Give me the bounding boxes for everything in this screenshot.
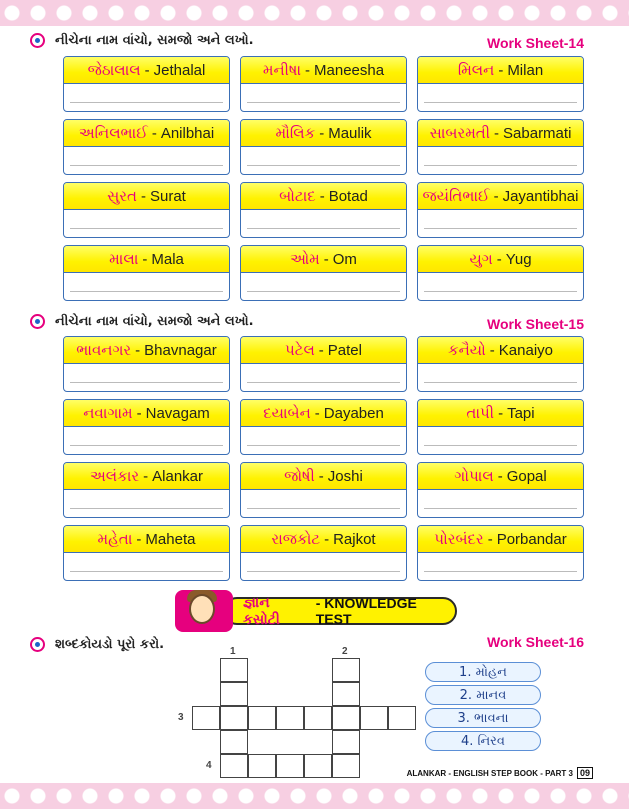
name-strip: [418, 183, 583, 210]
name-gujarati: જયંતિભાઈ: [422, 187, 490, 205]
name-gujarati: ઓમ: [290, 250, 320, 268]
writing-line[interactable]: [247, 291, 400, 292]
separator-dash: -: [144, 61, 150, 79]
clue-1: 1. મોહન: [425, 662, 541, 682]
separator-dash: -: [143, 467, 149, 485]
separator-dash: -: [136, 530, 142, 548]
name-cell: [240, 119, 407, 175]
separator-dash: -: [151, 124, 157, 142]
name-english: Yug: [505, 250, 532, 268]
name-gujarati: દયાબેન: [263, 404, 311, 422]
clue-4: 4. નિરવ: [425, 731, 541, 751]
writing-line[interactable]: [247, 571, 400, 572]
name-gujarati: મૌલિક: [275, 124, 316, 142]
name-cell: [240, 245, 407, 301]
writing-line[interactable]: [424, 508, 577, 509]
separator-dash: -: [314, 404, 320, 422]
ws14-grid: [63, 56, 584, 301]
ws15-instruction: [30, 314, 254, 329]
name-cell: [63, 182, 230, 238]
name-gujarati: જોષી: [284, 467, 315, 485]
name-english: Kanaiyo: [498, 341, 554, 359]
name-cell: [240, 336, 407, 392]
separator-dash: -: [323, 250, 329, 268]
name-english: Maheta: [145, 530, 196, 548]
writing-line[interactable]: [70, 102, 223, 103]
name-gujarati: અનિલભાઈ: [78, 124, 148, 142]
name-english: Maneesha: [314, 61, 385, 79]
name-gujarati: નવાગામ: [83, 404, 133, 422]
name-strip: [241, 183, 406, 210]
ws14-instruction: [30, 33, 254, 48]
name-cell: [63, 399, 230, 455]
name-strip: [64, 246, 229, 273]
name-english: Tapi: [507, 404, 535, 422]
name-strip: [418, 120, 583, 147]
crossword-square[interactable]: [248, 706, 276, 730]
name-gujarati: મહેતા: [97, 530, 133, 548]
name-cell: [63, 336, 230, 392]
crossword-square[interactable]: [220, 658, 248, 682]
name-english: Sabarmati: [503, 124, 572, 142]
writing-line[interactable]: [70, 291, 223, 292]
name-cell: [417, 462, 584, 518]
name-gujarati: સાબરમતી: [429, 124, 491, 142]
footer: [407, 767, 593, 779]
separator-dash: -: [319, 124, 325, 142]
name-english: Navagam: [145, 404, 210, 422]
crossword-square[interactable]: [220, 706, 248, 730]
name-strip: [64, 463, 229, 490]
name-gujarati: ભાવનગર: [76, 341, 132, 359]
crossword-square[interactable]: [332, 754, 360, 778]
name-english: Patel: [327, 341, 362, 359]
separator-dash: -: [305, 61, 311, 79]
name-strip: [64, 337, 229, 364]
name-cell: [63, 462, 230, 518]
ws16-label: Work Sheet-16: [487, 634, 584, 650]
name-cell: [240, 56, 407, 112]
crossword-square[interactable]: [220, 754, 248, 778]
name-cell: [417, 336, 584, 392]
crossword-square[interactable]: [220, 682, 248, 706]
name-strip: [241, 120, 406, 147]
name-cell: [417, 399, 584, 455]
name-english: Porbandar: [496, 530, 567, 548]
name-gujarati: તાપી: [466, 404, 495, 422]
crossword-number-1: 1: [230, 646, 236, 657]
student-illustration-icon: [175, 590, 233, 632]
name-gujarati: મિલન: [457, 61, 495, 79]
crossword-square[interactable]: [220, 730, 248, 754]
name-cell: [417, 56, 584, 112]
writing-line[interactable]: [247, 445, 400, 446]
name-gujarati: પોરબંદર: [434, 530, 484, 548]
name-cell: [63, 56, 230, 112]
crossword-square[interactable]: [360, 706, 388, 730]
crossword-square[interactable]: [276, 706, 304, 730]
name-english: Surat: [150, 187, 186, 205]
writing-line[interactable]: [70, 382, 223, 383]
page-number: 09: [577, 767, 593, 779]
name-cell: [240, 182, 407, 238]
name-strip: [241, 57, 406, 84]
separator-dash: -: [487, 530, 493, 548]
ws14-instruction-text: નીચેના નામ વાંચો, સમજો અને લખો.: [55, 33, 254, 48]
top-decorative-band: [0, 0, 629, 26]
writing-line[interactable]: [424, 228, 577, 229]
writing-line[interactable]: [424, 165, 577, 166]
writing-line[interactable]: [424, 571, 577, 572]
name-english: Jayantibhai: [502, 187, 579, 205]
separator-dash: -: [498, 404, 504, 422]
name-cell: [417, 119, 584, 175]
name-cell: [63, 119, 230, 175]
name-strip: [64, 400, 229, 427]
name-gujarati: બોટાદ: [279, 187, 316, 205]
name-cell: [417, 245, 584, 301]
name-english: Rajkot: [333, 530, 376, 548]
separator-dash: -: [493, 187, 499, 205]
knowledge-test-banner: [175, 590, 457, 632]
writing-line[interactable]: [424, 102, 577, 103]
separator-dash: -: [318, 341, 324, 359]
name-cell: [240, 462, 407, 518]
crossword-square[interactable]: [332, 730, 360, 754]
knowledge-test-pill: [223, 594, 457, 627]
writing-line[interactable]: [70, 508, 223, 509]
crossword-square[interactable]: [332, 706, 360, 730]
name-strip: [418, 463, 583, 490]
name-english: Bhavnagar: [144, 341, 217, 359]
footer-text: ALANKAR - ENGLISH STEP BOOK - PART 3: [406, 768, 573, 778]
knowledge-test-en: - KNOWLEDGE TEST: [315, 595, 417, 627]
name-cell: [417, 525, 584, 581]
ws16-instruction-text: શબ્દકોયડો પૂરો કરો.: [55, 637, 165, 652]
name-gujarati: ગોપાલ: [454, 467, 494, 485]
name-cell: [63, 525, 230, 581]
name-english: Milan: [507, 61, 544, 79]
writing-line[interactable]: [247, 102, 400, 103]
crossword-square[interactable]: [332, 658, 360, 682]
name-strip: [241, 246, 406, 273]
clue-3: 3. ભાવના: [425, 708, 541, 728]
writing-line[interactable]: [424, 445, 577, 446]
name-strip: [64, 57, 229, 84]
name-strip: [241, 337, 406, 364]
knowledge-test-gu: જ્ઞાન કસોટી: [243, 594, 280, 627]
name-cell: [240, 525, 407, 581]
separator-dash: -: [497, 467, 503, 485]
name-cell: [63, 245, 230, 301]
name-strip: [241, 400, 406, 427]
separator-dash: -: [142, 250, 148, 268]
name-gujarati: જેઠાલાલ: [87, 61, 141, 79]
writing-line[interactable]: [70, 571, 223, 572]
name-english: Mala: [151, 250, 184, 268]
separator-dash: -: [135, 341, 141, 359]
separator-dash: -: [498, 61, 504, 79]
bottom-decorative-band: [0, 783, 629, 809]
bullet-icon: [30, 33, 45, 48]
name-english: Maulik: [328, 124, 372, 142]
crossword-number-3: 3: [178, 712, 184, 723]
separator-dash: -: [136, 404, 142, 422]
separator-dash: -: [318, 467, 324, 485]
name-strip: [418, 57, 583, 84]
name-gujarati: પટેલ: [284, 341, 315, 359]
separator-dash: -: [496, 250, 502, 268]
name-gujarati: અલંકાર: [89, 467, 140, 485]
separator-dash: -: [324, 530, 330, 548]
separator-dash: -: [141, 187, 146, 205]
writing-line[interactable]: [247, 165, 400, 166]
writing-line[interactable]: [70, 228, 223, 229]
ws15-label: Work Sheet-15: [487, 316, 584, 332]
writing-line[interactable]: [247, 508, 400, 509]
name-strip: [418, 337, 583, 364]
ws16-instruction: [30, 637, 164, 652]
name-gujarati: કનૈયો: [447, 341, 486, 359]
name-english: Om: [332, 250, 357, 268]
name-strip: [241, 463, 406, 490]
face-icon: [189, 594, 215, 624]
writing-line[interactable]: [70, 445, 223, 446]
name-gujarati: રાજકોટ: [271, 530, 321, 548]
name-strip: [241, 526, 406, 553]
name-english: Anilbhai: [160, 124, 215, 142]
name-english: Dayaben: [323, 404, 384, 422]
crossword-square[interactable]: [192, 706, 220, 730]
crossword-square[interactable]: [248, 754, 276, 778]
bullet-icon: [30, 314, 45, 329]
name-strip: [418, 400, 583, 427]
crossword-square[interactable]: [332, 682, 360, 706]
crossword-number-4: 4: [206, 760, 212, 771]
name-english: Alankar: [152, 467, 204, 485]
ws14-label: Work Sheet-14: [487, 35, 584, 51]
separator-dash: -: [319, 187, 325, 205]
name-english: Joshi: [327, 467, 363, 485]
writing-line[interactable]: [247, 382, 400, 383]
name-strip: [64, 526, 229, 553]
clue-2: 2. માનવ: [425, 685, 541, 705]
crossword-square[interactable]: [276, 754, 304, 778]
ws15-instruction-text: નીચેના નામ વાંચો, સમજો અને લખો.: [55, 314, 254, 329]
writing-line[interactable]: [424, 382, 577, 383]
name-strip: [64, 120, 229, 147]
name-strip: [64, 183, 229, 210]
name-gujarati: માલા: [109, 250, 139, 268]
name-strip: [418, 526, 583, 553]
name-gujarati: સુરત: [107, 187, 137, 205]
crossword-square[interactable]: [304, 754, 332, 778]
separator-dash: -: [489, 341, 495, 359]
name-english: Gopal: [506, 467, 547, 485]
name-gujarati: યુગ: [469, 250, 493, 268]
name-cell: [240, 399, 407, 455]
writing-line[interactable]: [70, 165, 223, 166]
name-cell: [417, 182, 584, 238]
separator-dash: -: [494, 124, 500, 142]
name-english: Botad: [328, 187, 368, 205]
crossword-square[interactable]: [388, 706, 416, 730]
crossword-square[interactable]: [304, 706, 332, 730]
ws15-grid: [63, 336, 584, 581]
writing-line[interactable]: [247, 228, 400, 229]
writing-line[interactable]: [424, 291, 577, 292]
name-english: Jethalal: [153, 61, 206, 79]
name-gujarati: મનીષા: [262, 61, 302, 79]
bullet-icon: [30, 637, 45, 652]
crossword-number-2: 2: [342, 646, 348, 657]
name-strip: [418, 246, 583, 273]
